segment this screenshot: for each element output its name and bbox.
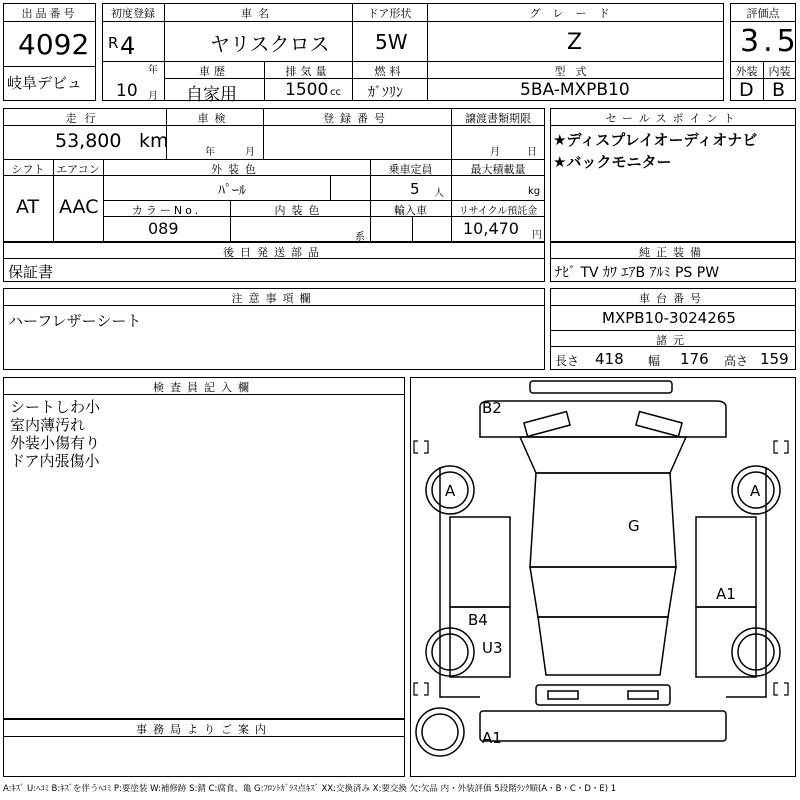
legend: A:ｷｽﾞ U:ﾍｺﾐ B:ｷｽﾞを伴うﾍｺﾐ P:要塗装 W:補修跡 S:錆 C:腐食、亀 G:ﾌﾛﾝﾄｶﾞﾗｽ点ｷｽﾞ XX:交換済み X:要交換 欠:欠品 内・外装評価 5段階ﾗﾝｸ順(A・B・C・D・E) 1: [3, 784, 617, 794]
import-label: 輸入車: [394, 204, 427, 217]
shift-label: シフト: [11, 163, 45, 176]
car-diagram: [410, 377, 796, 777]
mileage-label: 走行: [65, 112, 104, 125]
year-unit: 年: [148, 65, 158, 76]
mark-a-right-front: A: [750, 482, 761, 500]
length-value: 418: [595, 350, 624, 368]
dimensions-label: 諸元: [656, 334, 690, 347]
history-label: 車歴: [199, 65, 229, 78]
inspection-label: 車検: [197, 112, 232, 125]
shift-value: AT: [16, 196, 40, 218]
transfer-month-unit: 月: [490, 147, 500, 158]
post-delivery-value: 保証書: [8, 263, 54, 281]
mark-b2: B2: [482, 399, 502, 417]
interior-color-unit: 系: [355, 232, 365, 243]
exterior-label: 外装: [735, 65, 758, 78]
color-label: 外装色: [211, 163, 262, 176]
width-label: 幅: [648, 354, 661, 368]
sales-point-2: ★バックモニター: [553, 153, 672, 171]
mark-a1-right: A1: [716, 585, 736, 603]
mileage-unit: km: [139, 130, 169, 152]
capacity-label: 乗車定員: [388, 163, 433, 176]
ac-value: AAC: [59, 196, 99, 218]
inspector-line-1: シートしわ小: [10, 398, 101, 416]
mark-a-left-front: A: [445, 482, 456, 500]
length-label: 長さ: [555, 354, 580, 368]
office-label: 事務局よりご案内: [136, 723, 272, 736]
transfer-day-unit: 日: [527, 147, 537, 158]
car-name-label: 車名: [241, 7, 275, 20]
post-delivery-label: 後日発送部品: [223, 246, 325, 259]
lot-label: 出品番号: [21, 7, 78, 20]
venue: 岐阜デビュ: [7, 74, 83, 92]
mark-u3: U3: [482, 639, 503, 657]
capacity-unit: 人: [434, 188, 444, 199]
inspector-line-3: 外装小傷有り: [10, 434, 101, 452]
score-value: 3.5: [740, 24, 800, 59]
lot-number: 4092: [18, 28, 90, 61]
grade-label: グレード: [529, 7, 622, 20]
fuel-value: ｶﾞｿﾘﾝ: [368, 85, 403, 101]
chassis-label: 車台番号: [639, 292, 707, 305]
door-value: 5W: [375, 30, 408, 54]
year-value: 4: [120, 32, 136, 60]
interior-color-label: 内装色: [274, 204, 326, 217]
inspection-month-unit: 月: [245, 147, 255, 158]
transfer-label: 譲渡書類期限: [465, 112, 531, 125]
height-value: 159: [760, 350, 789, 368]
load-unit: kg: [528, 186, 541, 197]
height-label: 高さ: [724, 354, 749, 368]
door-label: ドア形状: [367, 7, 412, 20]
width-value: 176: [680, 350, 709, 368]
mark-b4: B4: [468, 611, 488, 629]
recycle-unit: 円: [532, 230, 542, 241]
model-value: 5BA-MXPB10: [520, 80, 630, 100]
grade-value: Z: [567, 30, 583, 55]
color-no-value: 089: [148, 219, 179, 238]
color-value: ﾊﾟｰﾙ: [218, 183, 246, 199]
interior-grade: B: [772, 79, 786, 101]
displacement-unit: cc: [330, 87, 341, 98]
exterior-grade: D: [739, 79, 754, 101]
load-label: 最大積載量: [470, 163, 526, 176]
fuel-label: 燃料: [374, 65, 405, 78]
inspector-line-2: 室内薄汚れ: [10, 416, 86, 434]
chassis-value: MXPB10-3024265: [602, 309, 736, 327]
recycle-value: 10,470: [463, 219, 519, 238]
plate-label: 登録番号: [323, 112, 391, 125]
mileage-value: 53,800: [55, 130, 122, 152]
interior-label: 内装: [768, 65, 791, 78]
equipment-label: 純正装備: [639, 246, 707, 259]
capacity-value: 5: [410, 180, 420, 198]
month-value: 10: [116, 81, 138, 101]
month-unit: 月: [148, 91, 158, 102]
history-value: 自家用: [186, 85, 237, 105]
sales-points-label: セールスポイント: [605, 112, 741, 125]
score-label: 評価点: [746, 7, 780, 20]
ac-label: エアコン: [56, 163, 100, 176]
recycle-label: リサイクル預託金: [458, 206, 538, 217]
displacement-label: 排気量: [285, 65, 331, 78]
first-reg-label: 初度登録: [111, 7, 155, 20]
notes-label: 注意事項欄: [231, 292, 317, 305]
inspector-label: 検査員記入欄: [153, 381, 255, 394]
car-name: ヤリスクロス: [210, 32, 330, 56]
sales-point-1: ★ディスプレイオーディオナビ: [553, 131, 758, 149]
era-mark: R: [108, 34, 119, 52]
equipment-value: ﾅﾋﾞ TV ｶﾜ ｴｱB ｱﾙﾐ PS PW: [555, 265, 720, 281]
inspector-line-4: ドア内張傷小: [10, 452, 100, 470]
notes-value: ハーフレザーシート: [8, 312, 142, 330]
displacement-value: 1500: [285, 80, 329, 100]
color-no-label: カラーNo.: [131, 204, 202, 217]
inspection-year-unit: 年: [205, 147, 215, 158]
mark-a1-spare: A1: [482, 729, 502, 747]
mark-g: G: [628, 517, 640, 535]
model-label: 型式: [554, 65, 597, 78]
